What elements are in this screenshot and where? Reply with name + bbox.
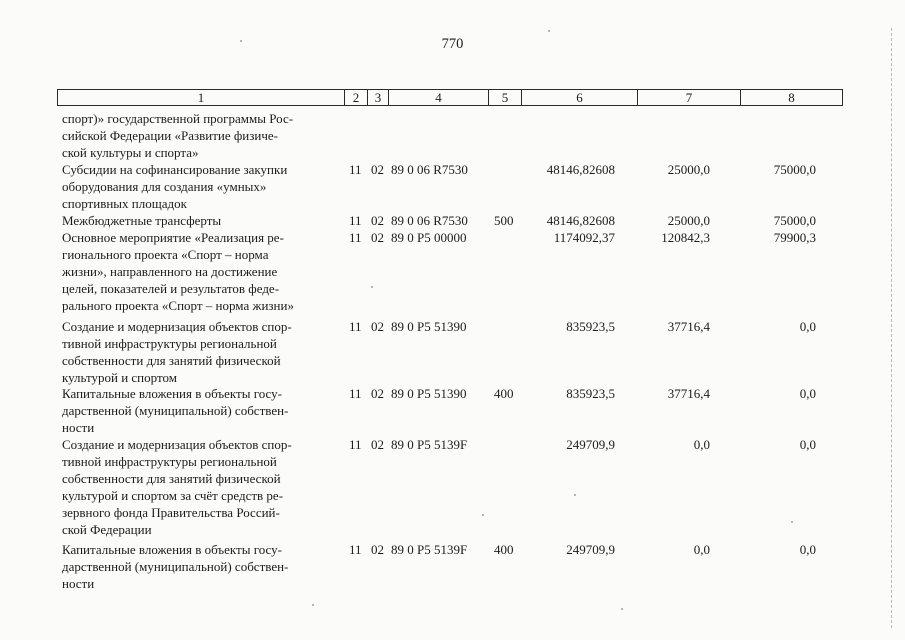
row-4-name: Основное мероприятие «Реализация ре- гионального проекта «Спорт – норма жизни», направленного на достижение целей, показателей и результатов феде- рального проекта «Спорт – норма жизни» bbox=[62, 230, 294, 313]
row-8-c6: 249709,9 bbox=[566, 542, 615, 557]
scan-speck bbox=[791, 521, 793, 523]
row-6-c4: 89 0 P5 51390 bbox=[391, 386, 467, 401]
header-col-7: 7 bbox=[637, 90, 740, 105]
row-2-c7: 25000,0 bbox=[667, 162, 710, 177]
row-3-c8: 75000,0 bbox=[773, 213, 816, 228]
table-header bbox=[57, 89, 843, 106]
row-8-c2: 11 bbox=[349, 542, 362, 557]
row-2-c2: 11 bbox=[349, 162, 362, 177]
row-5-c8: 0,0 bbox=[799, 319, 816, 334]
row-5-c6: 835923,5 bbox=[566, 319, 615, 334]
row-2-c6: 48146,82608 bbox=[546, 162, 615, 177]
row-2-c8: 75000,0 bbox=[773, 162, 816, 177]
row-6-c2: 11 bbox=[349, 386, 362, 401]
header-col-2: 2 bbox=[344, 90, 367, 105]
header-col-4: 4 bbox=[388, 90, 488, 105]
page-number: 770 bbox=[441, 36, 464, 52]
row-7-c4: 89 0 P5 5139F bbox=[391, 437, 468, 452]
header-col-1: 1 bbox=[197, 90, 205, 105]
row-4-c3: 02 bbox=[371, 230, 384, 245]
row-3-c6: 48146,82608 bbox=[546, 213, 615, 228]
row-6-c8: 0,0 bbox=[799, 386, 816, 401]
header-col-3: 3 bbox=[367, 90, 388, 105]
scan-speck bbox=[574, 494, 576, 496]
row-2-name: Субсидии на софинансирование закупки оборудования для создания «умных» спортивных площадок bbox=[62, 162, 288, 211]
row-7-c3: 02 bbox=[371, 437, 384, 452]
header-col-6: 6 bbox=[521, 90, 637, 105]
row-8-c3: 02 bbox=[371, 542, 384, 557]
row-3-name: Межбюджетные трансферты bbox=[62, 213, 222, 228]
row-3-c2: 11 bbox=[349, 213, 362, 228]
row-1-name: спорт)» государственной программы Рос- сийской Федерации «Развитие физиче- ской культуры и спорта» bbox=[62, 111, 294, 160]
row-5-c7: 37716,4 bbox=[667, 319, 710, 334]
row-5-c3: 02 bbox=[371, 319, 384, 334]
row-8-c4: 89 0 P5 5139F bbox=[391, 542, 468, 557]
header-col-5: 5 bbox=[488, 90, 521, 105]
page-edge-rule bbox=[891, 28, 892, 628]
row-4-c2: 11 bbox=[349, 230, 362, 245]
row-7-c8: 0,0 bbox=[799, 437, 816, 452]
row-8-c7: 0,0 bbox=[693, 542, 710, 557]
row-8-name: Капитальные вложения в объекты госу- дарственной (муниципальной) собствен- ности bbox=[62, 542, 289, 591]
row-8-c8: 0,0 bbox=[799, 542, 816, 557]
scan-speck bbox=[482, 514, 484, 516]
row-5-c4: 89 0 P5 51390 bbox=[391, 319, 467, 334]
row-7-name: Создание и модернизация объектов спор- тивной инфраструктуры региональной собственности для занятий физической культурой и спортом за счёт средств ре- зервного фонда Правительства Россий- ской Федерации bbox=[62, 437, 292, 537]
scan-speck bbox=[240, 40, 242, 42]
row-4-c4: 89 0 P5 00000 bbox=[391, 230, 467, 245]
row-3-c3: 02 bbox=[371, 213, 384, 228]
row-6-c5: 400 bbox=[494, 386, 514, 401]
row-3-c5: 500 bbox=[494, 213, 514, 228]
scan-speck bbox=[621, 608, 623, 610]
row-6-c3: 02 bbox=[371, 386, 384, 401]
row-6-name: Капитальные вложения в объекты госу- дарственной (муниципальной) собствен- ности bbox=[62, 386, 289, 435]
row-4-c6: 1174092,37 bbox=[553, 230, 615, 245]
row-4-c8: 79900,3 bbox=[773, 230, 816, 245]
row-3-c4: 89 0 06 R7530 bbox=[391, 213, 468, 228]
row-4-c7: 120842,3 bbox=[661, 230, 710, 245]
scan-speck bbox=[371, 286, 373, 288]
row-7-c6: 249709,9 bbox=[566, 437, 615, 452]
scan-speck bbox=[548, 30, 550, 32]
row-2-c4: 89 0 06 R7530 bbox=[391, 162, 468, 177]
row-8-c5: 400 bbox=[494, 542, 514, 557]
row-6-c7: 37716,4 bbox=[667, 386, 710, 401]
scan-speck bbox=[312, 604, 314, 606]
row-3-c7: 25000,0 bbox=[667, 213, 710, 228]
row-7-c7: 0,0 bbox=[693, 437, 710, 452]
row-6-c6: 835923,5 bbox=[566, 386, 615, 401]
row-5-c2: 11 bbox=[349, 319, 362, 334]
header-col-8: 8 bbox=[740, 90, 842, 105]
row-2-c3: 02 bbox=[371, 162, 384, 177]
row-7-c2: 11 bbox=[349, 437, 362, 452]
row-5-name: Создание и модернизация объектов спор- тивной инфраструктуры региональной собственности для занятий физической культурой и спортом bbox=[62, 319, 292, 385]
